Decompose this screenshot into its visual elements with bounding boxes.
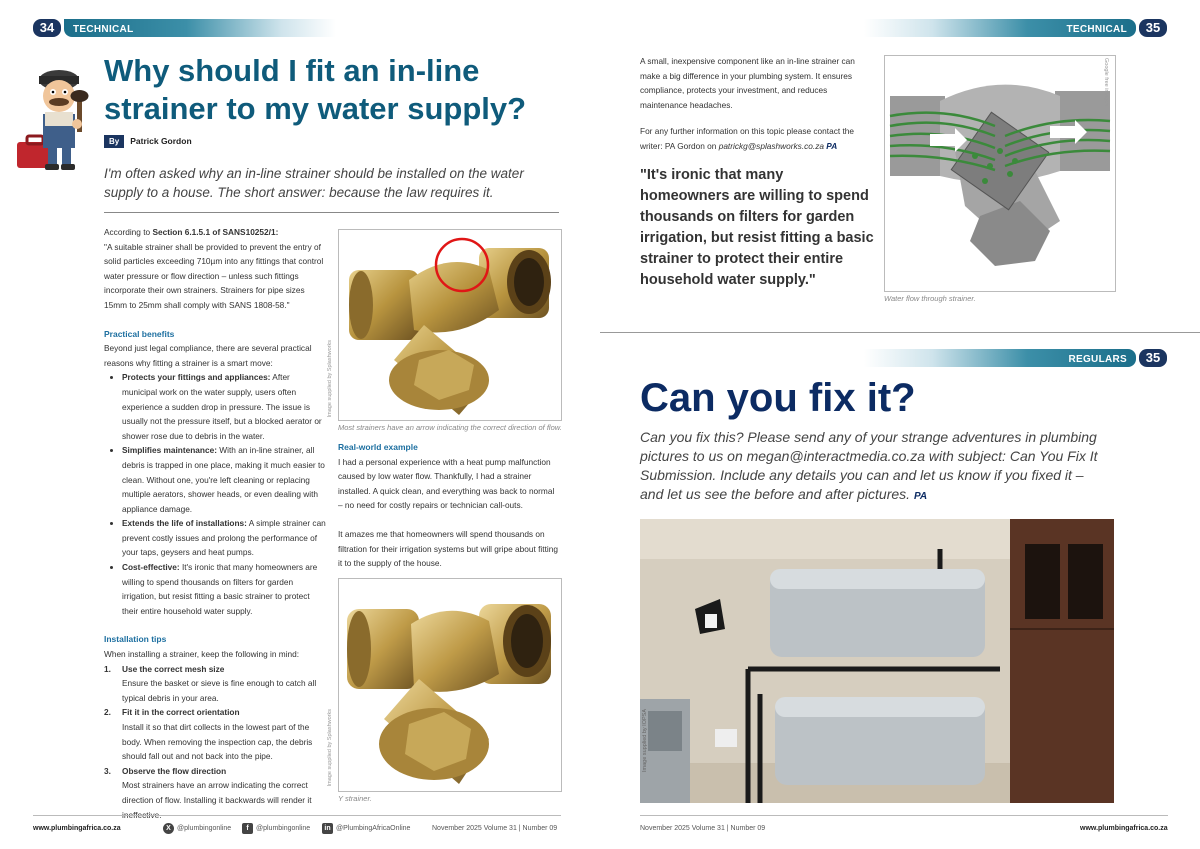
footer-rule-right <box>640 815 1168 816</box>
footer-social-li[interactable]: in @PlumbingAfricaOnline <box>322 823 410 834</box>
page-number-right: 35 <box>1139 19 1167 37</box>
benefits-heading: Practical benefits <box>104 328 175 339</box>
middle-column <box>338 440 560 571</box>
install-heading: Installation tips <box>104 634 167 645</box>
linkedin-icon: in <box>322 823 333 834</box>
footer-issue-right: November 2025 Volume 31 | Number 09 <box>640 825 766 832</box>
article-headline: Why should I fit an in-line strainer to my water supply? <box>104 53 527 126</box>
conclusion-paragraph: A small, inexpensive component like an in-line strainer can make a big difference in your plumbing system. It ensures compliance, protects your investment, and reduces maintenance headaches. <box>640 56 855 110</box>
realworld-paragraph-2: It amazes me that homeowners will spend thousands on filtration for their irrigation systems but will gripe about fitting it to the supply of the house. <box>338 528 558 569</box>
contact-email[interactable]: patrickg@splashworks.co.za <box>718 140 824 151</box>
photo-credit: Image supplied by IOPSA <box>642 709 648 772</box>
byline <box>104 136 192 146</box>
footer-social-x[interactable]: X @plumbingonline <box>163 823 231 834</box>
footer-url-right[interactable]: www.plumbingafrica.co.za <box>1080 825 1168 832</box>
left-column <box>104 225 326 822</box>
strainer-photo-2 <box>327 578 562 792</box>
cyfi-signoff: PA <box>913 491 928 502</box>
facebook-icon: f <box>242 823 253 834</box>
intro-quote: "A suitable strainer shall be provided to prevent the entry of solid particles exceeding 710µm into any fittings that control water pressure or flow direction – unless such fittings incorporate their own strainers. Strainers for pipe sizes 15mm to 25mm shall comply with SANS 1808-58." <box>104 241 324 310</box>
image1-caption: Most strainers have an arrow indicating the correct direction of flow. <box>338 423 562 432</box>
divider <box>104 212 559 213</box>
conclusion-column <box>640 54 870 154</box>
contact-paragraph: For any further information on this topic please contact the writer: PA Gordon on patrickg@splashworks.co.za PA <box>640 126 854 151</box>
section-label-left: TECHNICAL <box>73 24 134 35</box>
footer-issue-left: November 2025 Volume 31 | Number 09 <box>432 825 558 832</box>
image-credit: Image supplied by Splashworks <box>327 709 333 787</box>
byline-label: By <box>104 135 124 148</box>
install-intro: When installing a strainer, keep the following in mind: <box>104 649 300 660</box>
section-ribbon-left <box>64 19 336 37</box>
footer-social-fb[interactable]: f @plumbingonline <box>242 823 310 834</box>
author-name: Patrick Gordon <box>130 136 192 146</box>
footer-url-left[interactable]: www.plumbingafrica.co.za <box>33 825 121 832</box>
realworld-paragraph-1: I had a personal experience with a heat pump malfunction caused by low water flow. Thankfully, I had a strainer installed. A quick clean, and everything was back to normal – no need for costly repairs or technician call-outs. <box>338 456 555 511</box>
strainer-photo-1 <box>327 229 562 421</box>
list-item: • Simplifies maintenance: With an in-line strainer, all debris is trapped in one place, making it much easier to clean. Without one, you're left cleaning or replacing multiple aerators, shower heads, or even dealing with appliance damage. <box>122 443 326 516</box>
image2-caption: Y strainer. <box>338 794 372 803</box>
cyfi-text: Can you fix this? Please send any of your strange adventures in plumbing pictures to us on megan@interactmedia.co.za with subject: Can You Fix It Submission. Include any details you can and let us know if you fixed it – and let us see the before and after pictures. PA <box>640 429 1098 502</box>
x-icon: X <box>163 823 174 834</box>
realworld-heading: Real-world example <box>338 442 418 452</box>
standfirst: I'm often asked why an in-line strainer should be installed on the water supply to a house. The short answer: because the law requires it. <box>104 166 524 200</box>
install-step: 2. Fit it in the correct orientation Install it so that dirt collects in the lowest part of the body. When removing the inspection cap, the debris should fall out and not back into the pipe. <box>104 707 313 762</box>
intro-lead: According to <box>104 227 153 237</box>
regulars-label: REGULARS <box>1068 354 1127 365</box>
diagram-caption: Water flow through strainer. <box>884 294 976 303</box>
intro-reference: Section 6.1.5.1 of SANS10252/1: <box>152 227 279 237</box>
geyser-photo <box>640 519 1114 803</box>
sign-off: PA <box>826 140 838 151</box>
diagram-credit: Google free images <box>1103 58 1109 106</box>
list-item: • Cost-effective: It's ironic that many homeowners are willing to spend thousands on filters for garden irrigation, but resist fitting a basic strainer to protect their entire household water supply. <box>122 560 326 618</box>
pull-quote: "It's ironic that many homeowners are willing to spend thousands on filters for garden irrigation, but resist fitting a basic strainer to protect their entire household water supply." <box>640 167 874 288</box>
regulars-ribbon <box>864 349 1136 367</box>
flow-diagram <box>884 55 1116 292</box>
plumber-mascot-icon <box>15 62 105 174</box>
section-divider <box>600 332 1200 333</box>
list-item: • Protects your fittings and appliances: After municipal work on the water supply, users often experience a sudden drop in pressure. The issue is usually not the pressure itself, but a blocked aerator or shower rose due to debris in the water. <box>122 370 326 443</box>
regulars-page-number: 35 <box>1139 349 1167 367</box>
list-item: • Extends the life of installations: A simple strainer can prevent costly issues and prolong the performance of your taps, geysers and heat pumps. <box>122 516 326 560</box>
install-step: 3. Observe the flow direction Most strainers have an arrow indicating the correct direction of flow. Installing it backwards will render it <box>104 765 312 805</box>
footer-rule-left <box>33 815 561 816</box>
section-label-right: TECHNICAL <box>1066 24 1127 35</box>
benefits-intro: Beyond just legal compliance, there are several practical reasons why fitting a strainer is a smart move: <box>104 343 312 368</box>
image-credit: Image supplied by Splashworks <box>327 340 333 418</box>
intro-paragraph <box>104 225 326 240</box>
page-number-left: 34 <box>33 19 61 37</box>
cyfi-title: Can you fix it? <box>640 376 916 420</box>
section-ribbon-right <box>864 19 1136 37</box>
install-step: 1. Use the correct mesh size Ensure the basket or sieve is fine enough to catch all typical debris in your area. <box>104 663 317 703</box>
